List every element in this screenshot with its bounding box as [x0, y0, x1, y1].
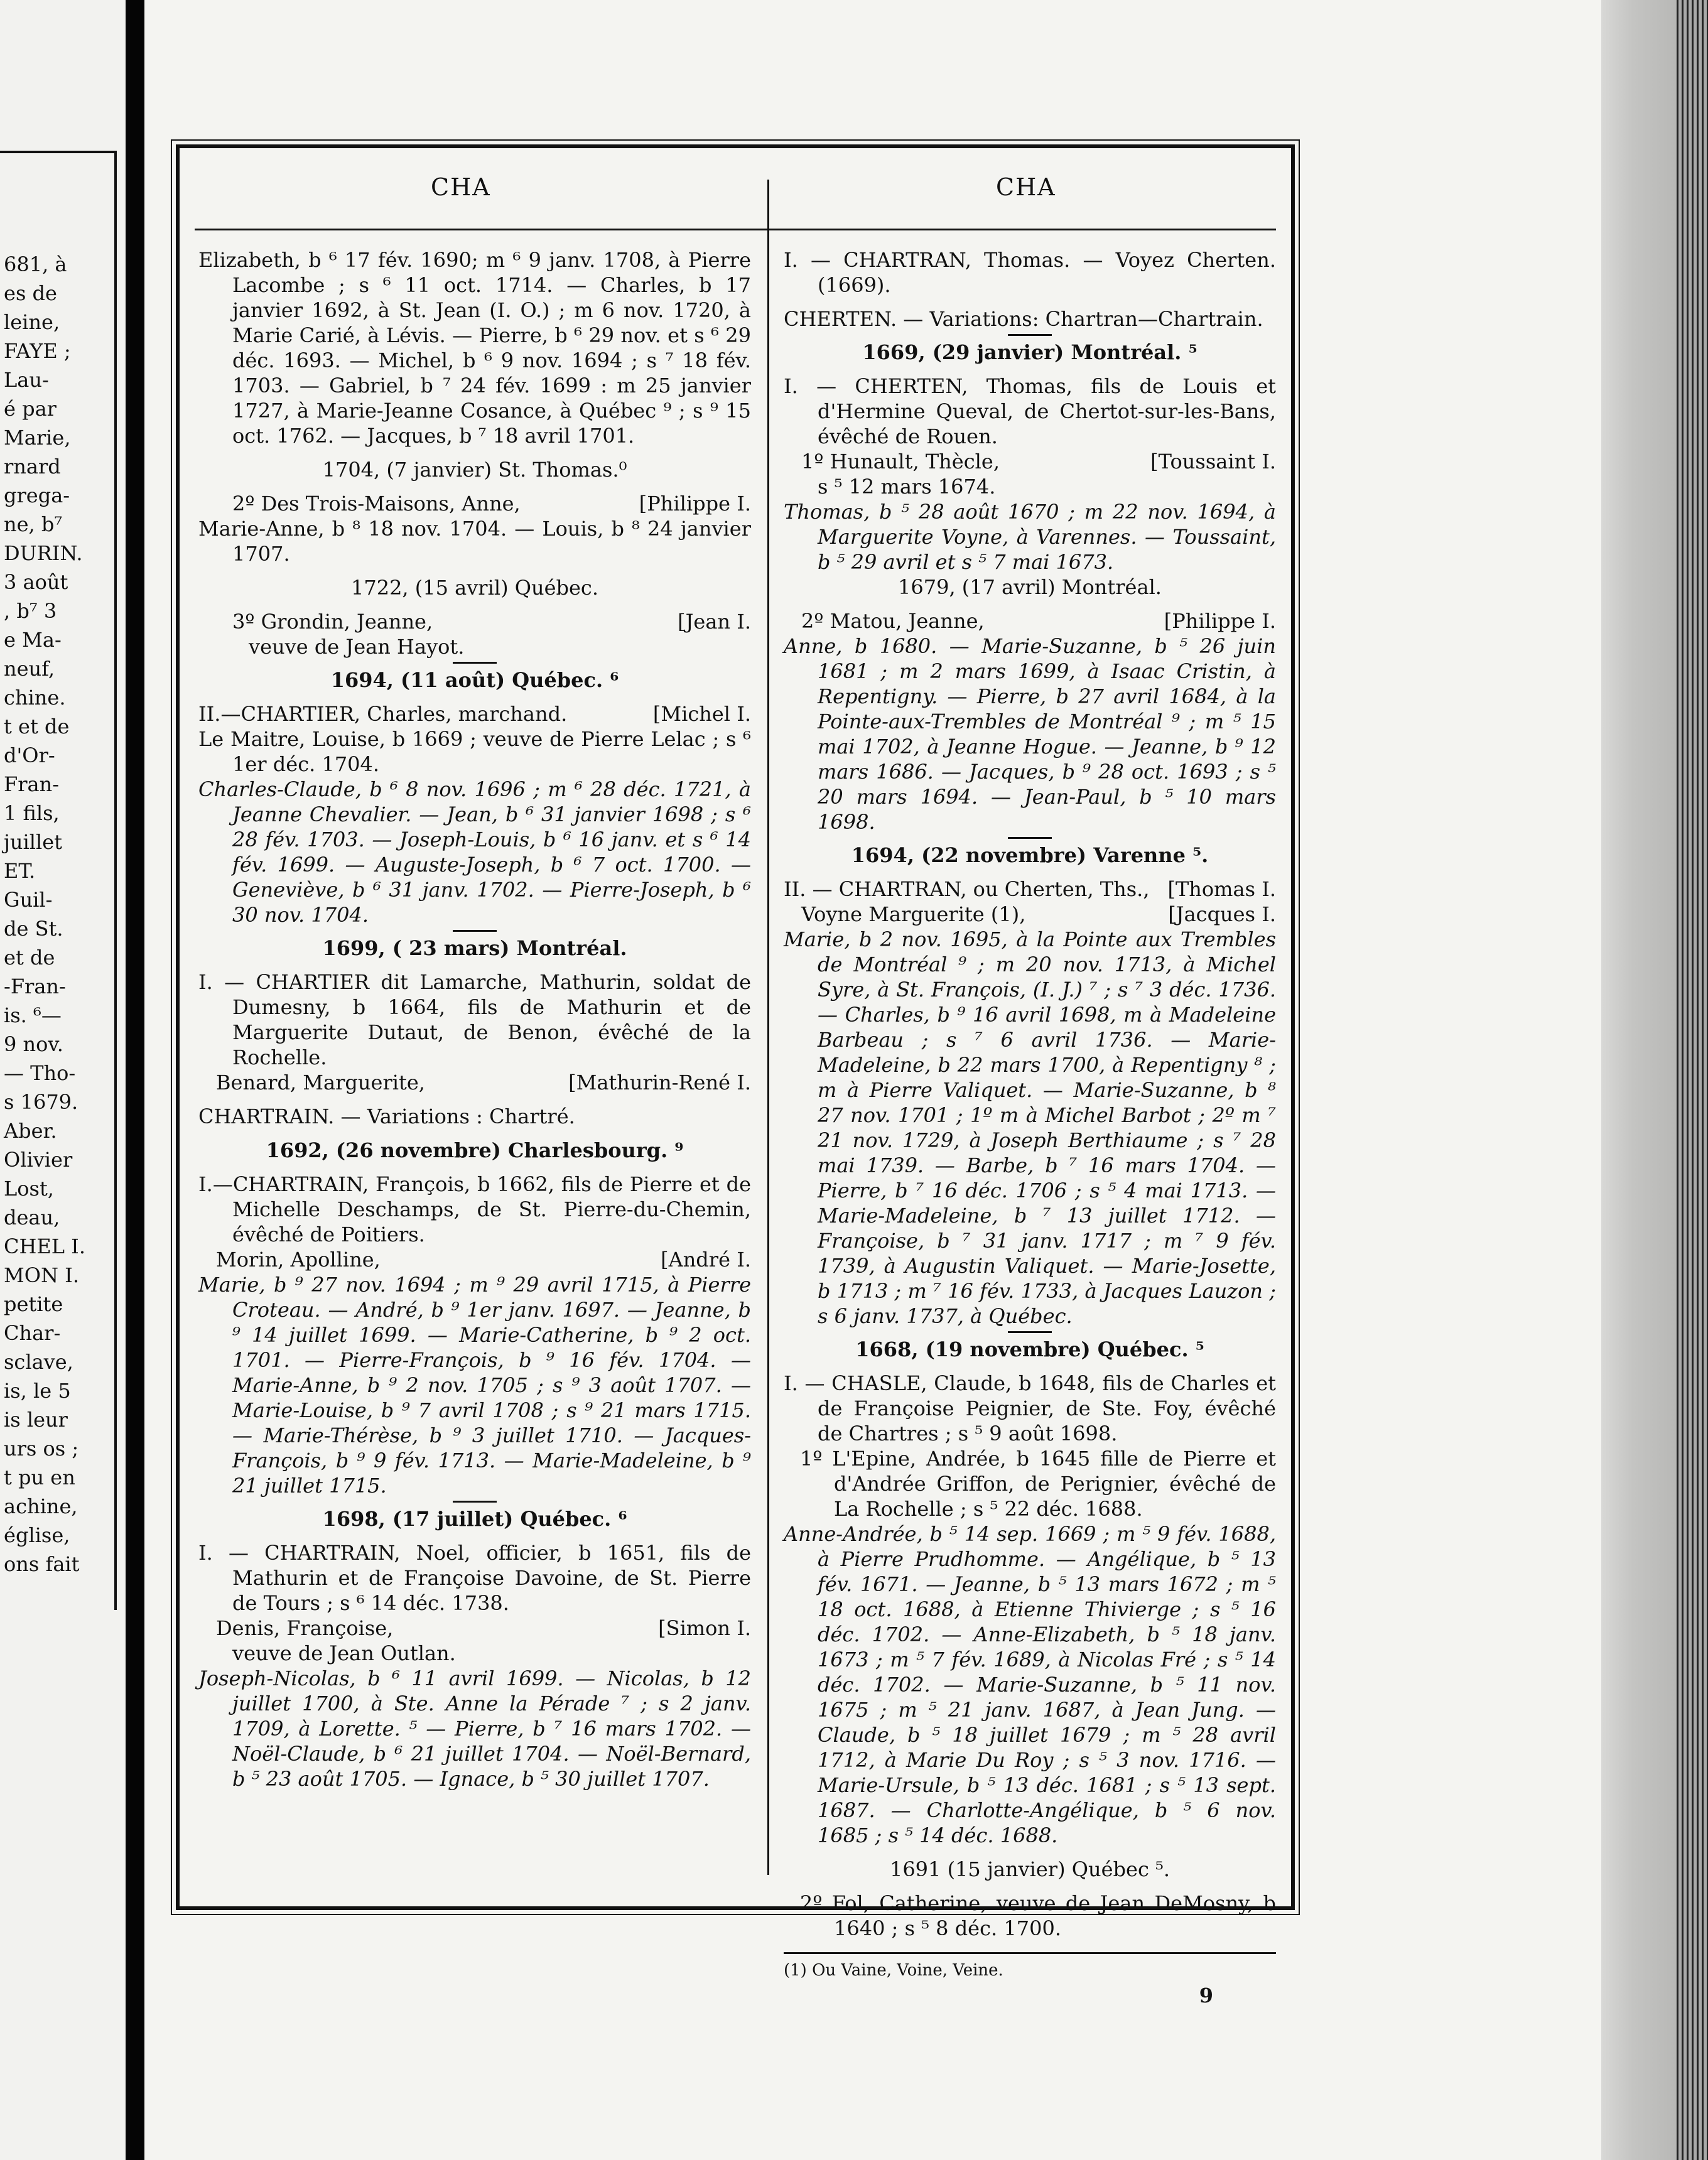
- spouse-name: Benard, Marguerite,: [216, 1071, 425, 1094]
- entry-text: Elizabeth, b ⁶ 17 fév. 1690; m ⁶ 9 janv. 1708, à Pierre Lacombe ; s ⁶ 11 oct. 1714. — Charles, b 17 janvier 1692, à St. Jean (I. O.) ; m 6 nov. 1720, à Marie Carié, à Lévis. — Pierre, b ⁶ 29 nov. et s ⁶ 29 déc. 1693. — Michel, b ⁶ 9 nov. 1694 ; s ⁷ 18 fév. 1703. — Gabriel, b ⁷ 24 fév. 1699 : m 25 janvier 1727, à Marie-Jeanne Cosance, à Québec ⁹ ; s ⁹ 15 oct. 1762. — Jacques, b ⁷ 18 avril 1701.: [198, 248, 751, 448]
- page-fore-edge: [1601, 0, 1708, 2160]
- left-column: [198, 247, 751, 1791]
- previous-page-fragment: 3 août: [4, 570, 68, 594]
- marriage-date: 1692, (26 novembre) Charlesbourg. ⁹: [266, 1138, 684, 1162]
- separator-rule: [1008, 334, 1052, 336]
- marriage-date: 1679, (17 avril) Montréal.: [898, 575, 1162, 599]
- page-number: 9: [1199, 1984, 1213, 2007]
- marriage-date: 1691 (15 janvier) Québec ⁵.: [889, 1857, 1170, 1881]
- previous-page-fragment: MON I.: [4, 1263, 79, 1287]
- variations-entry: CHERTEN. — Variations: Chartran—Chartrain.: [784, 307, 1263, 331]
- entry-children: Anne, b 1680. — Marie-Suzanne, b ⁵ 26 juin 1681 ; m 2 mars 1699, à Isaac Cristin, à Repentigny. — Pierre, b 27 avril 1684, à la Pointe-aux-Trembles de Montréal ⁹ ; m ⁵ 15 mai 1702, à Jeanne Hogue. — Jeanne, b ⁹ 12 mars 1686. — Jacques, b ⁹ 28 oct. 1693 ; s ⁵ 20 mars 1694. — Jean-Paul, b ⁵ 10 mars 1698.: [784, 634, 1276, 834]
- separator-rule: [1008, 1331, 1052, 1333]
- book-gutter: [126, 0, 144, 2160]
- spouse-line: [198, 1070, 751, 1095]
- running-head-left: CHA: [431, 173, 491, 201]
- entry-parent: [Thomas I.: [1167, 877, 1276, 901]
- previous-page-fragment: Olivier: [4, 1148, 73, 1172]
- right-column: [784, 247, 1276, 2008]
- marriage-date: 1698, (17 juillet) Québec. ⁶: [322, 1507, 627, 1531]
- previous-page-fragment: et de: [4, 946, 55, 969]
- entry-text: Marie-Anne, b ⁸ 18 nov. 1704. — Louis, b ⁸ 24 janvier 1707.: [198, 517, 751, 566]
- column-divider: [767, 180, 769, 1875]
- spouse-parent: [Jean I.: [678, 610, 751, 634]
- page-frame: [176, 144, 1295, 2007]
- marriage-date: 1722, (15 avril) Québec.: [350, 576, 599, 600]
- spouse-name: 1º Hunault, Thècle,: [801, 450, 1000, 473]
- entry-head-line: [198, 701, 751, 726]
- previous-page-fragment: Lau-: [4, 368, 49, 392]
- spouse-line: [198, 1616, 751, 1641]
- spouse-name: Denis, Françoise,: [216, 1616, 394, 1640]
- spouse-parent: [Philippe I.: [639, 492, 751, 516]
- previous-page-fragment: de St.: [4, 917, 63, 941]
- previous-page-fragment: Marie,: [4, 426, 71, 450]
- spouse-parent: [Mathurin-René I.: [568, 1071, 751, 1094]
- entry-children: Thomas, b ⁵ 28 août 1670 ; m 22 nov. 1694, à Marguerite Voyne, à Varennes. — Toussaint, b ⁵ 29 avril et s ⁵ 7 mai 1673.: [784, 500, 1276, 574]
- spouse-name: Voyne Marguerite (1),: [801, 902, 1026, 926]
- spouse-parent: [Philippe I.: [1164, 609, 1276, 633]
- entry-children: Charles-Claude, b ⁶ 8 nov. 1696 ; m ⁶ 28 déc. 1721, à Jeanne Chevalier. — Jean, b ⁶ 31 janvier 1698 ; s ⁶ 28 fév. 1703. — Joseph-Louis, b ⁶ 16 janv. et s ⁶ 14 fév. 1699. — Auguste-Joseph, b ⁶ 7 oct. 1700. — Geneviève, b ⁶ 31 janv. 1702. — Pierre-Joseph, b ⁶ 30 nov. 1704.: [198, 777, 751, 927]
- previous-page-fragment: DURIN.: [4, 541, 83, 565]
- entry-text: veuve de Jean Hayot.: [249, 635, 465, 659]
- entry-text: I. — CHARTRAIN, Noel, officier, b 1651, fils de Mathurin et de Françoise Davoine, de St. Pierre de Tours ; s ⁶ 14 déc. 1738.: [198, 1541, 751, 1615]
- entry-parent: [Michel I.: [652, 702, 751, 726]
- spouse-name: 3º Grondin, Jeanne,: [232, 610, 433, 634]
- previous-page-fragment: d'Or-: [4, 743, 55, 767]
- entry-head: II. — CHARTRAN, ou Cherten, Ths.,: [784, 877, 1150, 901]
- previous-page-fragment: Lost,: [4, 1177, 54, 1201]
- spouse-line: [784, 449, 1276, 474]
- previous-page-fragment: -Fran-: [4, 975, 66, 998]
- previous-page-fragment: ne, b⁷: [4, 512, 63, 536]
- previous-page-fragment: sclave,: [4, 1350, 73, 1374]
- marriage-date: 1669, (29 janvier) Montréal. ⁵: [862, 340, 1197, 364]
- separator-rule: [453, 1501, 497, 1503]
- previous-page-fragment: 1 fils,: [4, 801, 60, 825]
- running-head-right: CHA: [996, 173, 1056, 201]
- previous-page-fragment: ons fait: [4, 1552, 80, 1576]
- previous-page-fragment: urs os ;: [4, 1437, 79, 1461]
- spouse-name: Morin, Apolline,: [216, 1248, 381, 1272]
- spouse-parent: [Toussaint I.: [1150, 450, 1276, 473]
- entry-children: Marie, b ⁹ 27 nov. 1694 ; m ⁹ 29 avril 1715, à Pierre Croteau. — André, b ⁹ 1er janv. 1697. — Jeanne, b ⁹ 14 juillet 1699. — Marie-Catherine, b ⁹ 2 oct. 1701. — Pierre-François, b ⁹ 16 fév. 1704. — Marie-Anne, b ⁹ 2 nov. 1705 ; s ⁹ 3 août 1707. — Marie-Louise, b ⁹ 7 avril 1708 ; s ⁹ 21 mars 1715. — Marie-Thérèse, b ⁹ 3 juillet 1710. — Jacques-François, b ⁹ 9 fév. 1713. — Marie-Madeleine, b ⁹ 21 juillet 1715.: [198, 1273, 751, 1498]
- previous-page-fragment: , b⁷ 3: [4, 599, 57, 623]
- spouse-parent: [Simon I.: [658, 1616, 751, 1640]
- entry-text: I. — CHARTIER dit Lamarche, Mathurin, soldat de Dumesny, b 1664, fils de Mathurin et de Marguerite Dutaut, de Benon, évêché de la Rochelle.: [198, 970, 751, 1069]
- marriage-date: 1699, ( 23 mars) Montréal.: [322, 936, 627, 960]
- marriage-date: 1694, (11 août) Québec. ⁶: [330, 668, 619, 692]
- previous-page-fragment: chine.: [4, 686, 66, 710]
- previous-page-fragment: FAYE ;: [4, 339, 71, 363]
- previous-page-fragment: Char-: [4, 1321, 61, 1345]
- entry-text: veuve de Jean Outlan.: [232, 1641, 456, 1665]
- spouse-line: [784, 902, 1276, 927]
- previous-page-fragment: juillet: [4, 830, 63, 854]
- previous-page-fragment: 9 nov.: [4, 1032, 63, 1056]
- spouse-entry: 2º Fol, Catherine, veuve de Jean DeMosny, b 1640 ; s ⁵ 8 déc. 1700.: [800, 1891, 1276, 1940]
- footnote: (1) Ou Vaine, Voine, Veine.: [784, 1961, 1003, 1980]
- spouse-name: 2º Des Trois-Maisons, Anne,: [232, 492, 521, 516]
- spouse-line: [198, 1247, 751, 1272]
- spouse-line: [198, 491, 751, 516]
- entry-text: I. — CHASLE, Claude, b 1648, fils de Charles et de Françoise Peignier, de Ste. Foy, évêché de Chartres ; s ⁵ 9 août 1698.: [784, 1371, 1276, 1445]
- previous-page-fragment: 681, à: [4, 252, 67, 276]
- previous-page-fragment: leine,: [4, 310, 60, 334]
- separator-rule: [1008, 837, 1052, 839]
- marriage-date: 1668, (19 novembre) Québec. ⁵: [855, 1337, 1204, 1361]
- entry-head: II.—CHARTIER, Charles, marchand.: [198, 702, 568, 726]
- book-page: [144, 0, 1601, 2160]
- previous-page-fragment: e Ma-: [4, 628, 62, 652]
- spouse-parent: [André I.: [661, 1248, 751, 1272]
- entry-children: Marie, b 2 nov. 1695, à la Pointe aux Trembles de Montréal ⁹ ; m 20 nov. 1713, à Michel Syre, à St. François, (I. J.) ⁷ ; s ⁷ 3 déc. 1736. — Charles, b ⁹ 16 avril 1698, m à Madeleine Barbeau ; s ⁷ 6 avril 1736. — Marie-Madeleine, b 22 mars 1700, à Repentigny ⁸ ; m à Pierre Valiquet. — Marie-Suzanne, b ⁸ 27 nov. 1701 ; 1º m à Michel Barbot ; 2º m ⁷ 21 nov. 1729, à Joseph Berthiaume ; s ⁷ 28 mai 1739. — Barbe, b ⁷ 16 mars 1704. — Pierre, b ⁷ 16 déc. 1706 ; s ⁵ 4 mai 1713. — Marie-Madeleine, b ⁷ 13 juillet 1712. — Françoise, b ⁷ 31 janv. 1717 ; m ⁷ 9 fév. 1739, à Augustin Valiquet. — Marie-Josette, b 1713 ; m ⁷ 16 fév. 1733, à Jacques Lauzon ; s 6 janv. 1737, à Québec.: [784, 927, 1276, 1328]
- previous-page-fragment: petite: [4, 1292, 63, 1316]
- entry-children: Anne-Andrée, b ⁵ 14 sep. 1669 ; m ⁵ 9 fév. 1688, à Pierre Prudhomme. — Angélique, b ⁵ 13 fév. 1671. — Jeanne, b ⁵ 13 mars 1672 ; m ⁵ 18 oct. 1688, à Etienne Thivierge ; s ⁵ 16 déc. 1702. — Anne-Elizabeth, b ⁵ 18 janv. 1673 ; m ⁵ 7 fév. 1689, à Nicolas Fré ; s ⁵ 14 déc. 1702. — Marie-Suzanne, b ⁵ 11 nov. 1675 ; m ⁵ 21 janv. 1687, à Jean Jung. — Claude, b ⁵ 18 juillet 1679 ; m ⁵ 28 avril 1712, à Marie Du Roy ; s ⁵ 3 nov. 1716. — Marie-Ursule, b ⁵ 13 déc. 1681 ; s ⁵ 13 sept. 1687. — Charlotte-Angélique, b ⁵ 6 nov. 1685 ; s ⁵ 14 déc. 1688.: [784, 1522, 1276, 1847]
- previous-page-fragment: ET.: [4, 859, 36, 883]
- entry-children: Joseph-Nicolas, b ⁶ 11 avril 1699. — Nicolas, b 12 juillet 1700, à Ste. Anne la Pérade ⁷ ; s 2 janv. 1709, à Lorette. ⁵ — Pierre, b ⁷ 16 mars 1702. — Noël-Claude, b ⁶ 21 juillet 1704. — Noël-Bernard, b ⁵ 23 août 1705. — Ignace, b ⁵ 30 juillet 1707.: [198, 1666, 751, 1791]
- entry-text: I.—CHARTRAIN, François, b 1662, fils de Pierre et de Michelle Deschamps, de St. Pierre-du-Chemin, évêché de Poitiers.: [198, 1172, 751, 1246]
- previous-page-fragment: is. ⁶—: [4, 1003, 62, 1027]
- previous-page-fragment: achine,: [4, 1494, 78, 1518]
- previous-page-fragment: CHEL I.: [4, 1234, 85, 1258]
- previous-page-fragment: es de: [4, 281, 57, 305]
- previous-page-fragment: neuf,: [4, 657, 55, 681]
- spouse-parent: [Jacques I.: [1168, 902, 1276, 926]
- previous-page-fragment: rnard: [4, 455, 61, 478]
- spouse-entry: 1º L'Epine, Andrée, b 1645 fille de Pierre et d'Andrée Griffon, de Perignier, évêché de La Rochelle ; s ⁵ 22 déc. 1688.: [800, 1447, 1276, 1521]
- marriage-date: 1704, (7 janvier) St. Thomas.⁰: [322, 458, 627, 482]
- previous-page-fragment: Fran-: [4, 772, 59, 796]
- separator-rule: [453, 930, 497, 932]
- variations-entry: CHARTRAIN. — Variations : Chartré.: [198, 1104, 575, 1128]
- previous-page-fragment: deau,: [4, 1206, 60, 1229]
- entry-text: s ⁵ 12 mars 1674.: [818, 475, 996, 499]
- cross-reference: I. — CHARTRAN, Thomas. — Voyez Cherten. (1669).: [784, 248, 1276, 297]
- previous-page-fragment: é par: [4, 397, 57, 421]
- entry-text: I. — CHERTEN, Thomas, fils de Louis et d'Hermine Queval, de Chertot-sur-les-Bans, évêché de Rouen.: [784, 374, 1276, 448]
- previous-page-edge: [0, 0, 126, 2160]
- previous-page-fragment: Aber.: [4, 1119, 57, 1143]
- previous-page-fragment: is, le 5: [4, 1379, 71, 1403]
- footnote-rule: [784, 1952, 1276, 1954]
- spouse-line: [784, 608, 1276, 634]
- previous-page-fragment: t et de: [4, 715, 70, 738]
- previous-page-fragment: s 1679.: [4, 1090, 78, 1114]
- previous-page-fragment: is leur: [4, 1408, 68, 1432]
- header-rule: [195, 229, 1276, 230]
- spouse-line: [198, 609, 751, 634]
- spouse-name: 2º Matou, Jeanne,: [801, 609, 985, 633]
- previous-page-fragment: Guil-: [4, 888, 53, 912]
- entry-text: Le Maitre, Louise, b 1669 ; veuve de Pierre Lelac ; s ⁶ 1er déc. 1704.: [198, 727, 751, 776]
- marriage-date: 1694, (22 novembre) Varenne ⁵.: [851, 843, 1209, 867]
- previous-page-fragment: église,: [4, 1523, 70, 1547]
- previous-page-fragment: grega-: [4, 483, 70, 507]
- previous-page-fragment: t pu en: [4, 1466, 75, 1489]
- entry-head-line: [784, 877, 1276, 902]
- previous-page-fragment: — Tho-: [4, 1061, 76, 1085]
- separator-rule: [453, 662, 497, 664]
